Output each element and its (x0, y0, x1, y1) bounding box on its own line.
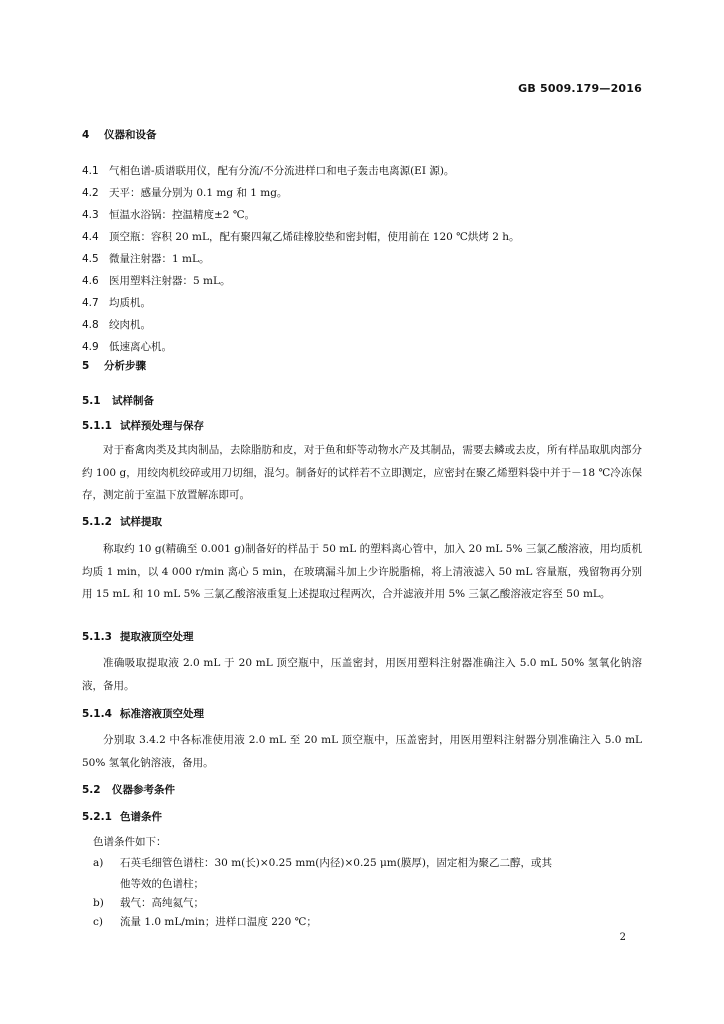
subsection-5-1-4-heading (82, 707, 642, 721)
paragraph: 对于畜禽肉类及其肉制品，去除脂肪和皮，对于鱼和虾等动物水产及其制品，需要去鳞或去皮，所有样品取肌肉部分约 100 g，用绞肉机绞碎或用刀切细，混匀。制备好的试样若不立即测定，应密封在聚乙烯塑料袋中并于－18 ℃冷冻保存，测定前于室温下放置解冻即可。 (82, 444, 642, 501)
list-item (82, 318, 642, 332)
section-number: 5.1 (82, 395, 101, 407)
item-number: 4.4 (82, 231, 99, 243)
item-text: 微量注射器：1 mL。 (109, 253, 210, 265)
list-item (82, 915, 653, 929)
item-number: 4.2 (82, 187, 99, 199)
section-title: 试样预处理与保存 (120, 420, 204, 432)
section-title: 标准溶液顶空处理 (120, 708, 204, 720)
item-text: 均质机。 (109, 297, 151, 309)
item-text-continuation: 他等效的色谱柱； (120, 878, 204, 890)
section-number: 5.1.4 (82, 708, 112, 720)
list-item (82, 186, 642, 200)
list-item (82, 856, 653, 870)
section-number: 5 (82, 360, 90, 372)
item-number: 4.5 (82, 253, 99, 265)
section-title: 试样制备 (112, 395, 154, 407)
subsection-5-2-1-heading (82, 810, 642, 824)
subsection-5-1-3-heading (82, 630, 642, 644)
section-5-heading (82, 359, 642, 373)
item-text: 气相色谱-质谱联用仪，配有分流/不分流进样口和电子轰击电离源(EI 源)。 (109, 165, 455, 177)
section-title: 仪器和设备 (104, 129, 157, 141)
section-number: 5.1.1 (82, 420, 112, 432)
item-text: 医用塑料注射器：5 mL。 (109, 275, 231, 287)
section-title: 仪器参考条件 (112, 784, 175, 796)
paragraph: 准确吸取提取液 2.0 mL 于 20 mL 顶空瓶中，压盖密封，用医用塑料注射器准确注入 5.0 mL 50% 氢氧化钠溶液，备用。 (82, 657, 642, 692)
item-text: 石英毛细管色谱柱：30 m(长)×0.25 mm(内径)×0.25 μm(膜厚)，固定相为聚乙二醇，或其 (120, 857, 552, 869)
list-item (82, 252, 642, 266)
section-title: 分析步骤 (104, 360, 146, 372)
paragraph: 称取约 10 g(精确至 0.001 g)制备好的样品于 50 mL 的塑料离心管中，加入 20 mL 5% 三氯乙酸溶液，用均质机均质 1 min，以 4 000 r/min 离心 5 min，在玻璃漏斗加上少许脱脂棉，将上清液滤入 50 mL 容量瓶，残留物再分别用 15 mL 和 10 mL 5% 三氯乙酸溶液重复上述提取过程两次，合并滤液并用 5% 三氯乙酸溶液定容至 50 mL。 (82, 543, 642, 600)
subsection-5-1-heading (82, 394, 642, 408)
subsection-5-2-heading (82, 783, 642, 797)
item-marker: c) (93, 916, 103, 928)
section-title: 色谱条件 (120, 811, 162, 823)
item-text: 低速离心机。 (109, 341, 172, 353)
section-number: 5.1.3 (82, 631, 112, 643)
subsection-5-1-2-heading (82, 515, 642, 529)
list-item (82, 296, 642, 310)
item-number: 4.1 (82, 165, 99, 177)
paragraph: 分别取 3.4.2 中各标准使用液 2.0 mL 至 20 mL 顶空瓶中，压盖密封，用医用塑料注射器分别准确注入 5.0 mL 50% 氢氧化钠溶液，备用。 (82, 734, 642, 769)
section-number: 5.2.1 (82, 811, 112, 823)
section-title: 提取液顶空处理 (120, 631, 194, 643)
item-text: 顶空瓶：容积 20 mL，配有聚四氟乙烯硅橡胶垫和密封帽，使用前在 120 ℃烘烤 2 h。 (109, 231, 520, 243)
list-item (82, 340, 642, 354)
list-item (82, 230, 642, 244)
item-text: 载气：高纯氦气； (120, 897, 204, 909)
subsection-5-1-1-heading (82, 419, 642, 433)
section-title: 试样提取 (120, 516, 162, 528)
item-number: 4.7 (82, 297, 99, 309)
section-4-heading (82, 128, 642, 142)
list-item (82, 208, 642, 222)
item-text: 绞肉机。 (109, 319, 151, 331)
list-item (82, 274, 642, 288)
list-intro: 色谱条件如下： (93, 836, 167, 848)
section-number: 4 (82, 129, 90, 141)
section-number: 5.1.2 (82, 516, 112, 528)
item-number: 4.3 (82, 209, 99, 221)
standard-code: GB 5009.179—2016 (518, 82, 642, 95)
item-marker: a) (93, 857, 104, 869)
page-number: 2 (619, 932, 626, 943)
list-item (82, 896, 653, 910)
item-number: 4.8 (82, 319, 99, 331)
item-text: 流量 1.0 mL/min；进样口温度 220 ℃； (120, 916, 317, 928)
item-number: 4.9 (82, 341, 99, 353)
section-number: 5.2 (82, 784, 101, 796)
item-text: 天平：感量分别为 0.1 mg 和 1 mg。 (109, 187, 288, 199)
list-item (82, 164, 642, 178)
item-number: 4.6 (82, 275, 99, 287)
item-marker: b) (93, 897, 104, 909)
item-text: 恒温水浴锅：控温精度±2 ℃。 (109, 209, 256, 221)
